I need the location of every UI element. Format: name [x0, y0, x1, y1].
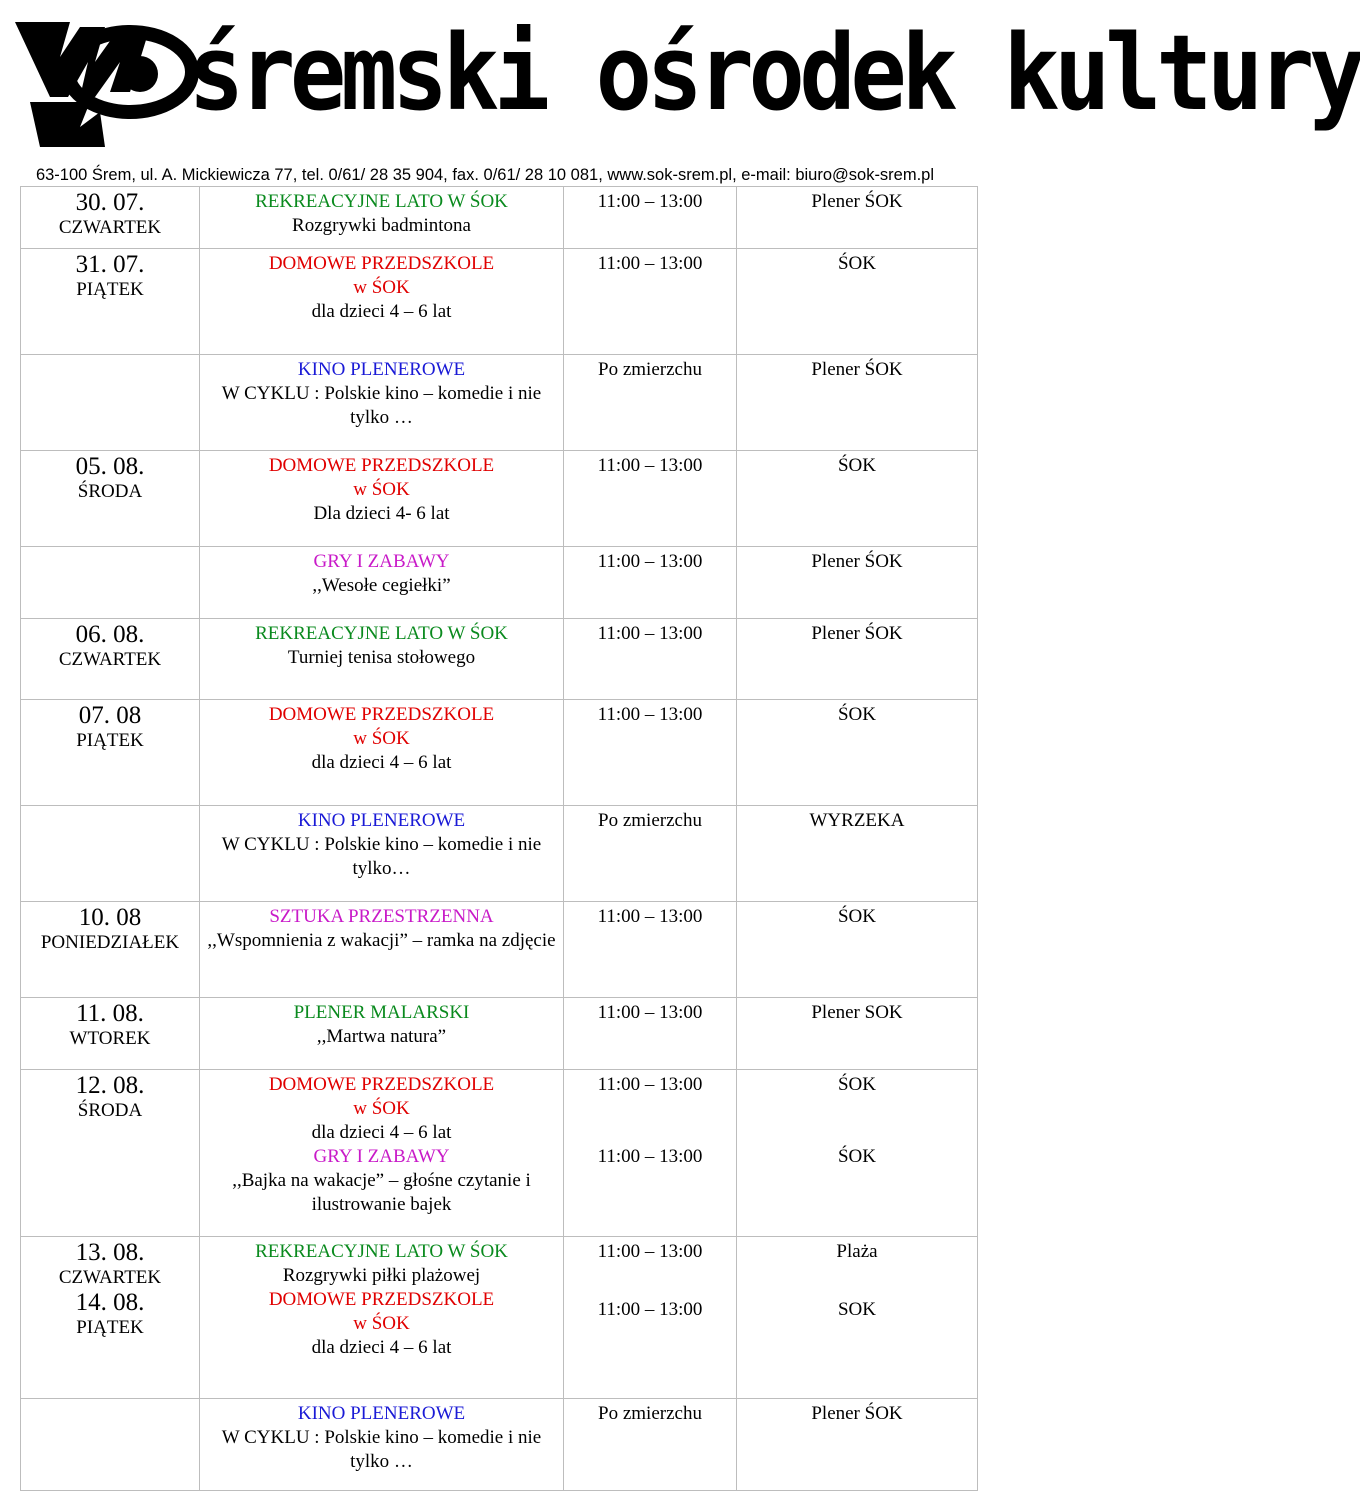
- table-row: [21, 998, 978, 1070]
- event-place: WYRZEKA: [809, 810, 905, 831]
- event-line: REKREACYJNE LATO W ŚOK: [255, 191, 508, 212]
- event-place: ŚOK: [837, 455, 876, 476]
- event-line: DOMOWE PRZEDSZKOLE: [268, 704, 495, 725]
- event-date: 07. 08: [78, 702, 142, 729]
- place-cell: [737, 547, 978, 619]
- event-time: 11:00 – 13:00: [597, 551, 703, 572]
- date-cell: [21, 355, 200, 451]
- time-cell: [564, 249, 737, 355]
- event-place: ŚOK: [837, 1074, 876, 1095]
- event-weekday: PIĄTEK: [76, 1317, 144, 1338]
- event-cell: [200, 451, 564, 547]
- table-row: [21, 1399, 978, 1491]
- table-row: [21, 806, 978, 902]
- event-line: dla dzieci 4 – 6 lat: [311, 752, 452, 773]
- time-cell: [564, 902, 737, 998]
- event-time: Po zmierzchu: [598, 1403, 702, 1424]
- event-line: ,,Martwa natura”: [316, 1026, 447, 1047]
- address-line: 63-100 Śrem, ul. A. Mickiewicza 77, tel. 0/61/ 28 35 904, fax. 0/61/ 28 10 081, www.sok-srem.pl, e-mail: biuro@sok-srem.pl: [35, 166, 935, 184]
- event-date: 11. 08.: [76, 1000, 144, 1027]
- event-line: w ŚOK: [353, 1098, 410, 1119]
- event-date: 06. 08.: [75, 621, 145, 648]
- event-line: dla dzieci 4 – 6 lat: [311, 301, 452, 322]
- event-line: REKREACYJNE LATO W ŚOK: [255, 1241, 508, 1262]
- event-cell: [200, 547, 564, 619]
- event-cell: [200, 355, 564, 451]
- event-cell: [200, 1237, 564, 1399]
- table-row: [21, 700, 978, 806]
- event-place: ŚOK: [837, 704, 876, 725]
- place-cell: [737, 1237, 978, 1399]
- event-line: Rozgrywki badmintona: [292, 215, 471, 236]
- table-row: [21, 355, 978, 451]
- date-cell: [21, 451, 200, 547]
- event-place: Plener ŚOK: [811, 1403, 903, 1424]
- event-weekday: PIĄTEK: [76, 279, 144, 300]
- event-date: 30. 07.: [75, 189, 145, 216]
- event-line: DOMOWE PRZEDSZKOLE: [268, 455, 495, 476]
- event-line: GRY I ZABAWY: [313, 1146, 450, 1167]
- event-weekday: PIĄTEK: [76, 730, 144, 751]
- table-row: [21, 1237, 978, 1399]
- place-cell: [737, 998, 978, 1070]
- event-cell: [200, 1070, 564, 1237]
- event-time: Po zmierzchu: [598, 359, 702, 380]
- event-cell: [200, 902, 564, 998]
- place-cell: [737, 619, 978, 700]
- event-line: DOMOWE PRZEDSZKOLE: [268, 253, 495, 274]
- event-time: 11:00 – 13:00: [597, 1002, 703, 1023]
- time-cell: [564, 619, 737, 700]
- event-line: Turniej tenisa stołowego: [287, 647, 476, 668]
- time-cell: [564, 700, 737, 806]
- event-line: Rozgrywki piłki plażowej: [282, 1265, 481, 1286]
- event-time: 11:00 – 13:00: [597, 704, 703, 725]
- event-date: 05. 08.: [75, 453, 145, 480]
- date-cell: [21, 1237, 200, 1399]
- time-cell: [564, 187, 737, 249]
- event-weekday: PONIEDZIAŁEK: [40, 932, 180, 953]
- place-cell: [737, 1399, 978, 1491]
- event-cell: [200, 249, 564, 355]
- spacer: [568, 1097, 732, 1145]
- event-cell: [200, 619, 564, 700]
- time-cell: [564, 355, 737, 451]
- time-cell: [564, 806, 737, 902]
- place-cell: [737, 902, 978, 998]
- event-time: 11:00 – 13:00: [597, 191, 703, 212]
- date-cell: [21, 187, 200, 249]
- event-cell: [200, 998, 564, 1070]
- event-line: W CYKLU : Polskie kino – komedie i nie tylko …: [221, 1427, 542, 1472]
- event-line: KINO PLENEROWE: [297, 810, 466, 831]
- event-cell: [200, 806, 564, 902]
- event-line: W CYKLU : Polskie kino – komedie i nie tylko …: [221, 383, 542, 428]
- event-weekday: ŚRODA: [77, 1100, 143, 1121]
- event-cell: [200, 1399, 564, 1491]
- event-line: KINO PLENEROWE: [297, 359, 466, 380]
- event-line: ,,Bajka na wakacje” – głośne czytanie i ilustrowanie bajek: [232, 1170, 531, 1215]
- event-time: 11:00 – 13:00: [597, 455, 703, 476]
- event-place: Plener ŚOK: [811, 191, 903, 212]
- event-line: ,,Wspomnienia z wakacji” – ramka na zdjęcie: [207, 930, 556, 951]
- spacer: [568, 1264, 732, 1298]
- event-place: Plener ŚOK: [811, 551, 903, 572]
- event-line: w ŚOK: [353, 1313, 410, 1334]
- table-row: [21, 1070, 978, 1237]
- event-weekday: CZWARTEK: [58, 649, 162, 670]
- event-date: 14. 08.: [75, 1289, 145, 1316]
- event-line: w ŚOK: [353, 728, 410, 749]
- event-line: SZTUKA PRZESTRZENNA: [269, 906, 494, 927]
- event-time: 11:00 – 13:00: [597, 1146, 703, 1167]
- place-cell: [737, 700, 978, 806]
- table-row: [21, 249, 978, 355]
- event-line: w ŚOK: [353, 479, 410, 500]
- event-time: Po zmierzchu: [598, 810, 702, 831]
- place-cell: [737, 806, 978, 902]
- event-time: 11:00 – 13:00: [597, 253, 703, 274]
- event-time: 11:00 – 13:00: [597, 1074, 703, 1095]
- header: [0, 0, 1360, 165]
- date-cell: [21, 619, 200, 700]
- time-cell: [564, 1237, 737, 1399]
- schedule-table: [20, 186, 978, 1491]
- event-time: 11:00 – 13:00: [597, 1299, 703, 1320]
- event-line: Dla dzieci 4- 6 lat: [313, 503, 450, 524]
- table-row: [21, 547, 978, 619]
- event-line: dla dzieci 4 – 6 lat: [311, 1337, 452, 1358]
- event-line: DOMOWE PRZEDSZKOLE: [268, 1074, 495, 1095]
- event-place: ŚOK: [837, 253, 876, 274]
- event-line: ,,Wesołe cegiełki”: [312, 575, 451, 596]
- event-cell: [200, 187, 564, 249]
- place-cell: [737, 187, 978, 249]
- date-cell: [21, 249, 200, 355]
- date-cell: [21, 902, 200, 998]
- event-line: KINO PLENEROWE: [297, 1403, 466, 1424]
- time-cell: [564, 1399, 737, 1491]
- event-place: SOK: [837, 1299, 876, 1320]
- date-cell: [21, 700, 200, 806]
- table-row: [21, 619, 978, 700]
- event-date: 31. 07.: [75, 251, 145, 278]
- place-cell: [737, 1070, 978, 1237]
- date-cell: [21, 1399, 200, 1491]
- event-line: GRY I ZABAWY: [313, 551, 450, 572]
- place-cell: [737, 451, 978, 547]
- event-place: Plener ŚOK: [811, 359, 903, 380]
- event-time: 11:00 – 13:00: [597, 623, 703, 644]
- event-weekday: WTOREK: [69, 1028, 151, 1049]
- event-place: Plener ŚOK: [811, 623, 903, 644]
- date-cell: [21, 806, 200, 902]
- time-cell: [564, 451, 737, 547]
- event-date: 10. 08: [78, 904, 142, 931]
- table-row: [21, 187, 978, 249]
- event-cell: [200, 700, 564, 806]
- event-line: REKREACYJNE LATO W ŚOK: [255, 623, 508, 644]
- time-cell: [564, 547, 737, 619]
- event-date: 12. 08.: [75, 1072, 145, 1099]
- event-time: 11:00 – 13:00: [597, 1241, 703, 1262]
- event-line: DOMOWE PRZEDSZKOLE: [268, 1289, 495, 1310]
- event-weekday: CZWARTEK: [58, 1267, 162, 1288]
- spacer: [741, 1097, 973, 1145]
- event-line: W CYKLU : Polskie kino – komedie i nie tylko…: [221, 834, 542, 879]
- eye-logo-icon: [10, 2, 200, 152]
- time-cell: [564, 998, 737, 1070]
- date-cell: [21, 998, 200, 1070]
- date-cell: [21, 547, 200, 619]
- spacer: [741, 1264, 973, 1298]
- event-place: ŚOK: [837, 906, 876, 927]
- event-place: ŚOK: [837, 1146, 876, 1167]
- event-weekday: CZWARTEK: [58, 217, 162, 238]
- time-cell: [564, 1070, 737, 1237]
- event-time: 11:00 – 13:00: [597, 906, 703, 927]
- event-line: dla dzieci 4 – 6 lat: [311, 1122, 452, 1143]
- event-weekday: ŚRODA: [77, 481, 143, 502]
- table-row: [21, 902, 978, 998]
- place-cell: [737, 249, 978, 355]
- event-line: PLENER MALARSKI: [293, 1002, 470, 1023]
- event-date: 13. 08.: [75, 1239, 145, 1266]
- date-cell: [21, 1070, 200, 1237]
- logo-wordmark: śremski ośrodek kultury: [188, 12, 1360, 134]
- table-row: [21, 451, 978, 547]
- event-place: Plener SOK: [811, 1002, 903, 1023]
- event-place: Plaża: [836, 1241, 878, 1262]
- event-line: w ŚOK: [353, 277, 410, 298]
- place-cell: [737, 355, 978, 451]
